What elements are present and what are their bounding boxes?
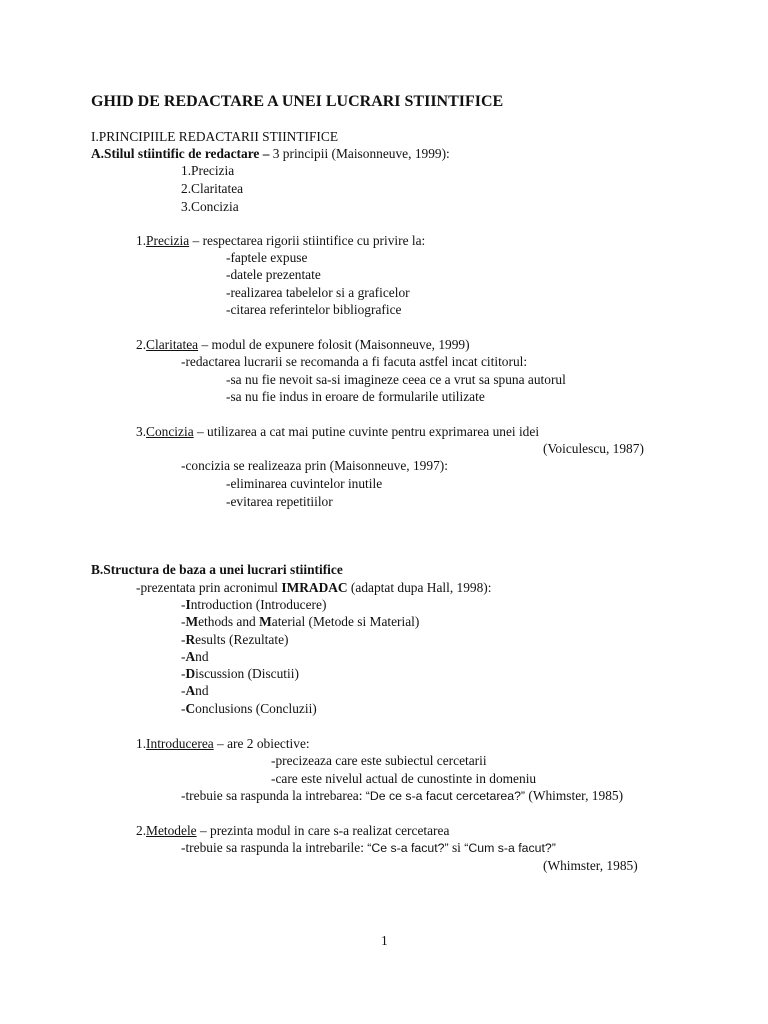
principle-list-item: 1.Precizia	[181, 163, 235, 178]
imradac-item: -Methods and Material (Metode si Material)	[181, 614, 420, 629]
term-concizia: Concizia	[146, 424, 194, 439]
concizia-paragraph	[136, 423, 539, 440]
page-number: 1	[381, 933, 388, 948]
question-text: “Ce s-a facut?”	[367, 841, 449, 855]
question-intro: -trebuie sa raspunda la intrebarea:	[181, 788, 366, 803]
body-line: -redactarea lucrarii se recomanda a fi facuta astfel incat cititorul:	[181, 354, 528, 369]
section-heading: I.PRINCIPIILE REDACTARII STIINTIFICE	[91, 129, 339, 144]
list-item: -realizarea tabelelor si a graficelor	[226, 285, 410, 300]
item-number: 2.	[136, 823, 147, 838]
citation: (Whimster, 1985)	[543, 858, 638, 873]
question-line	[181, 839, 556, 857]
document-title: GHID DE REDACTARE A UNEI LUCRARI STIINTIFICE	[91, 93, 504, 110]
question-line	[181, 787, 623, 805]
item-number: 1.	[136, 736, 147, 751]
introducerea-paragraph	[136, 735, 310, 752]
definition-text: – prezinta modul in care s-a realizat cercetarea	[196, 823, 450, 838]
list-item: -faptele expuse	[226, 250, 308, 265]
item-number: 3.	[136, 424, 147, 439]
subsection-a-text: 3 principii (Maisonneuve, 1999):	[269, 146, 450, 161]
list-item: -eliminarea cuvintelor inutile	[226, 476, 383, 491]
definition-text: – respectarea rigorii stiintifice cu privire la:	[189, 233, 426, 248]
definition-text: – are 2 obiective:	[213, 736, 310, 751]
term-claritatea: Claritatea	[146, 337, 199, 352]
imradac-item: -Conclusions (Concluzii)	[181, 701, 317, 716]
list-item: -care este nivelul actual de cunostinte in domeniu	[271, 771, 537, 786]
citation: (Whimster, 1985)	[525, 788, 624, 803]
citation: (Voiculescu, 1987)	[543, 441, 644, 456]
imradac-item: -Discussion (Discutii)	[181, 666, 299, 681]
acronym-intro	[136, 579, 491, 596]
imradac-item: -Introduction (Introducere)	[181, 597, 327, 612]
term-introducerea: Introducerea	[146, 736, 214, 751]
subsection-a-title: A.Stilul stiintific de redactare –	[91, 146, 270, 161]
definition-text: – utilizarea a cat mai putine cuvinte pentru exprimarea unei idei	[193, 424, 540, 439]
conjunction: si	[448, 840, 465, 855]
question-text: “De ce s-a facut cercetarea?”	[365, 789, 526, 803]
claritatea-paragraph	[136, 336, 470, 353]
metodele-paragraph	[136, 822, 449, 839]
term-precizia: Precizia	[146, 233, 190, 248]
list-item: -precizeaza care este subiectul cercetarii	[271, 753, 487, 768]
list-item: -datele prezentate	[226, 267, 321, 282]
definition-text: – modul de expunere folosit (Maisonneuve, 1999)	[198, 337, 470, 352]
item-number: 1.	[136, 233, 147, 248]
principle-list-item: 2.Claritatea	[181, 181, 244, 196]
list-item: -citarea referintelor bibliografice	[226, 302, 402, 317]
question-intro: -trebuie sa raspunda la intrebarile:	[181, 840, 368, 855]
principle-list-item: 3.Concizia	[181, 199, 239, 214]
question-text: “Cum s-a facut?”	[464, 841, 556, 855]
subsection-b-heading: B.Structura de baza a unei lucrari stiintifice	[91, 562, 343, 577]
list-item: -evitarea repetitiilor	[226, 494, 333, 509]
acronym: IMRADAC	[281, 580, 348, 595]
item-number: 2.	[136, 337, 147, 352]
subsection-a-heading	[91, 145, 450, 162]
imradac-item: -And	[181, 683, 209, 698]
intro-text: -prezentata prin acronimul	[136, 580, 282, 595]
precizia-paragraph	[136, 232, 425, 249]
imradac-item: -And	[181, 649, 209, 664]
term-metodele: Metodele	[146, 823, 197, 838]
intro-source: (adaptat dupa Hall, 1998):	[347, 580, 492, 595]
body-line: -concizia se realizeaza prin (Maisonneuve, 1997):	[181, 458, 448, 473]
list-item: -sa nu fie indus in eroare de formularile utilizate	[226, 389, 485, 404]
imradac-item: -Results (Rezultate)	[181, 632, 289, 647]
list-item: -sa nu fie nevoit sa-si imagineze ceea ce a vrut sa spuna autorul	[226, 372, 566, 387]
